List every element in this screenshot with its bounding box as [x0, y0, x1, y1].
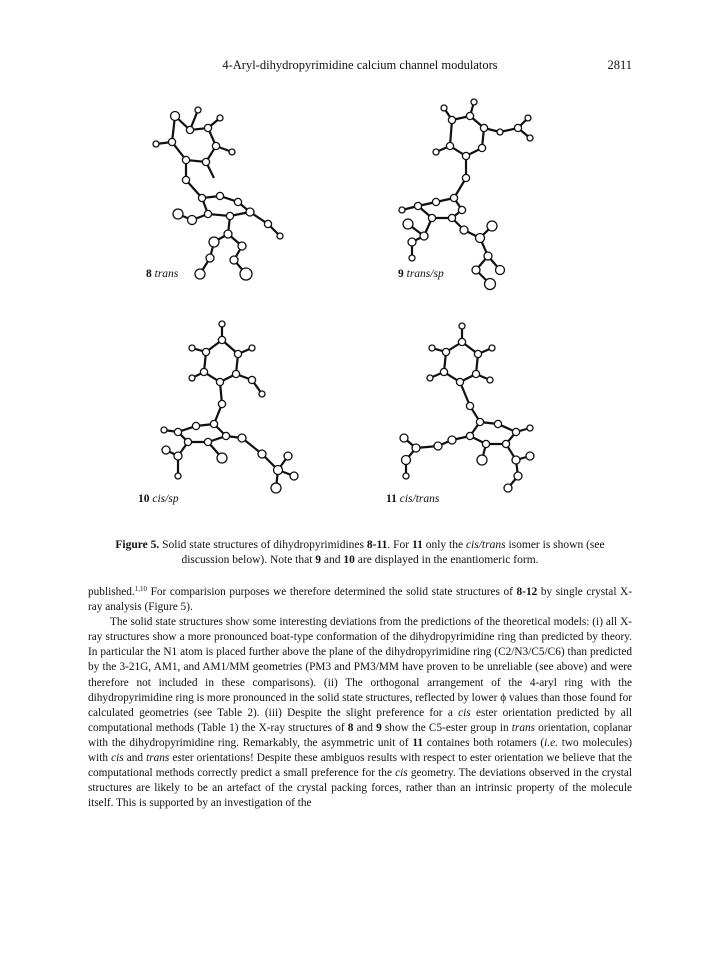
page-header	[90, 58, 630, 78]
body-text	[88, 585, 632, 811]
figure-caption: Figure 5. Solid state structures of dihydropyrimidines 8-11. For 11 only the cis/trans isomer is shown (see discussion below). Note that 9 and 10 are displayed in the enantiomeric form.	[115, 539, 605, 566]
structure-11-drawing	[370, 320, 570, 505]
running-title: 4-Aryl-dihydropyrimidine calcium channel modulators	[222, 58, 498, 72]
label-structure-10: 10 cis/sp	[138, 493, 179, 505]
structure-8-drawing	[120, 88, 310, 293]
molecule-10-ball-and-stick	[122, 320, 322, 505]
molecule-11-ball-and-stick	[370, 320, 570, 505]
page-number: 2811	[607, 58, 632, 72]
molecule-8-ball-and-stick	[120, 88, 310, 293]
structure-10-drawing	[122, 320, 322, 505]
paragraph-2: The solid state structures show some interesting deviations from the predictions of the theoretical models: (i) all X-ray structures show a more pronounced boat-type conformation of the dihydropyrimidine ring than predicted by theory. In particular the N1 atom is placed further above the plane of the dihydropyrimidine ring (C2/N3/C5/C6) than predicted by the 3-21G, AM1, and AM1/MM geometries (PM3 and PM3/MM have proven to be unreliable (see above) and were therefore not included in these comparisons). (ii) The orthogonal arrangement of the 4-aryl ring with the dihydropyrimidine ring is more pronounced in the solid state structures, reflected by lower ϕ values than those found for calculated geometries (see Table 2). (iii) Despite the slight preference for a cis ester orientation predicted by all computational methods (Table 1) the X-ray structures of 8 and 9 show the C5-ester group in trans orientation, coplanar with the dihydropyrimidine ring. Remarkably, the asymmetric unit of 11 containes both rotamers (i.e. two molecules) with cis and trans ester orientations! Despite these ambiguos results with respect to ester orientation we believe that the computational methods correctly predict a small preference for the cis geometry. The deviations observed in the crystal structures are likely to be an artefact of the crystal packing forces, rather than an intrinsic property of the molecule itself. This is supported by an investigation of the	[88, 616, 633, 810]
label-structure-9: 9 trans/sp	[398, 268, 444, 280]
label-structure-11: 11 cis/trans	[386, 493, 440, 505]
citation: 1,10	[134, 585, 148, 593]
figure-5	[0, 88, 720, 518]
label-structure-8: 8 trans	[146, 268, 179, 280]
paragraph-1: published.$^{1,10}$ For comparision purposes we therefore determined the solid state structures of 8-12 by single crystal X-ray analysis (Figure 5).	[88, 585, 632, 614]
